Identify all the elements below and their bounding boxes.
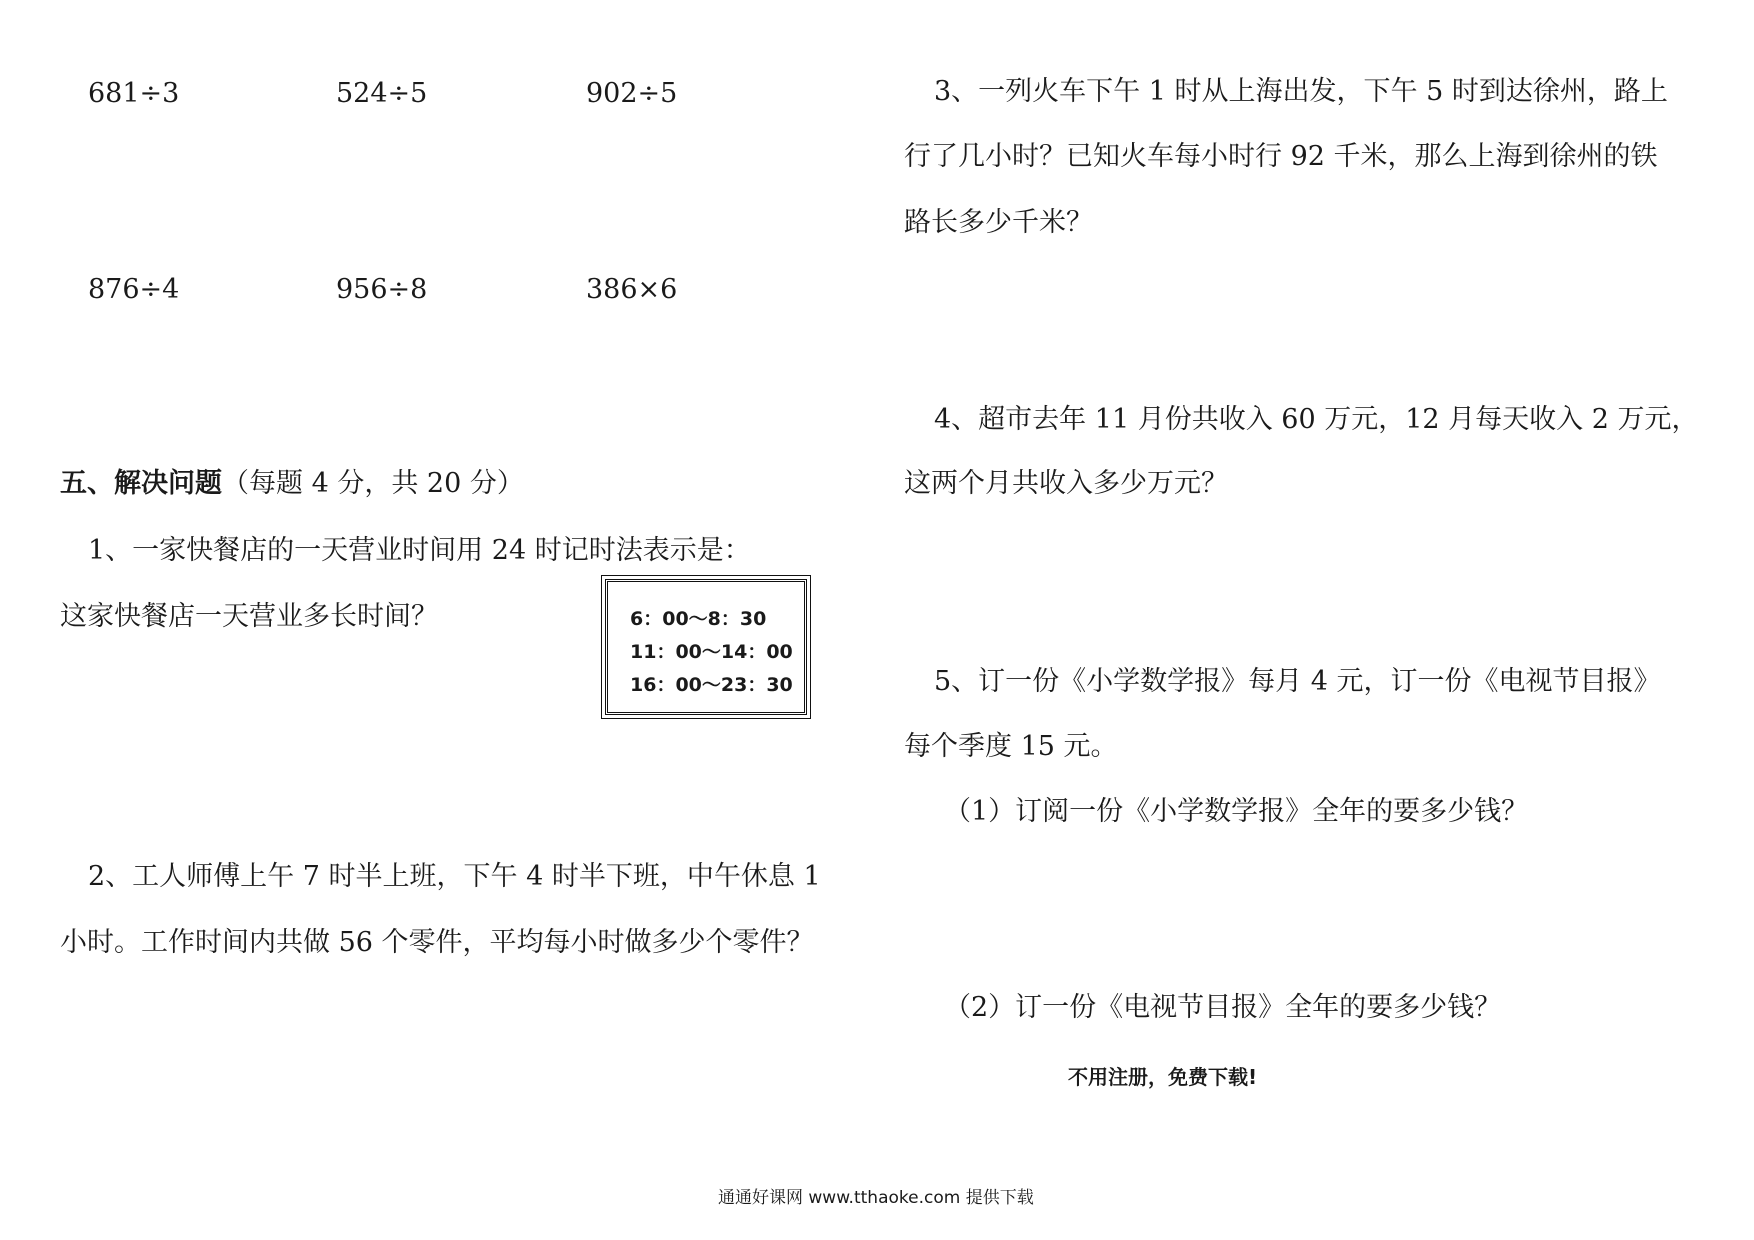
calc-item: 524÷5 (336, 78, 428, 109)
schedule-slot: 6：00～8：30 (630, 608, 767, 630)
section-title: 五、解决问题 (60, 468, 222, 499)
problem-5-sub1: （1）订阅一份《小学数学报》全年的要多少钱？ (944, 796, 1529, 827)
problem-2-line2: 小时。工作时间内共做 56 个零件，平均每小时做多少个零件？ (60, 927, 814, 958)
problem-5-line1: 5、订一份《小学数学报》每月 4 元，订一份《电视节目报》 (934, 666, 1661, 697)
problem-3-line1: 3、一列火车下午 1 时从上海出发，下午 5 时到达徐州，路上 (934, 76, 1668, 107)
calc-item: 956÷8 (336, 274, 428, 305)
problem-3-line2: 行了几小时？已知火车每小时行 92 千米，那么上海到徐州的铁 (904, 141, 1658, 172)
calc-item: 876÷4 (88, 274, 180, 305)
calc-item: 902÷5 (586, 78, 678, 109)
schedule-slot: 11：00～14：00 (630, 641, 793, 663)
problem-5-line2: 每个季度 15 元。 (904, 731, 1118, 762)
problem-4-line2: 这两个月共收入多少万元？ (904, 468, 1228, 499)
problem-1-line1: 1、一家快餐店的一天营业时间用 24 时记时法表示是： (88, 535, 751, 566)
schedule-slot: 16：00～23：30 (630, 674, 793, 696)
problem-4-line1: 4、超市去年 11 月份共收入 60 万元，12 月每天收入 2 万元， (934, 404, 1699, 435)
page-footer: 通通好课网 www.tthaoke.com 提供下载 (718, 1188, 1034, 1208)
calc-item: 386×6 (586, 274, 678, 305)
section-score-note: （每题 4 分，共 20 分） (222, 468, 524, 499)
promo-note: 不用注册，免费下载! (1068, 1065, 1258, 1089)
business-hours-box (605, 579, 807, 715)
calc-item: 681÷3 (88, 78, 180, 109)
section-heading (60, 470, 524, 497)
problem-5-sub2: （2）订一份《电视节目报》全年的要多少钱？ (944, 992, 1502, 1023)
problem-1-line2: 这家快餐店一天营业多长时间？ (60, 601, 438, 632)
problem-2-line1: 2、工人师傅上午 7 时半上班，下午 4 时半下班，中午休息 1 (88, 861, 821, 892)
problem-3-line3: 路长多少千米？ (904, 207, 1093, 238)
